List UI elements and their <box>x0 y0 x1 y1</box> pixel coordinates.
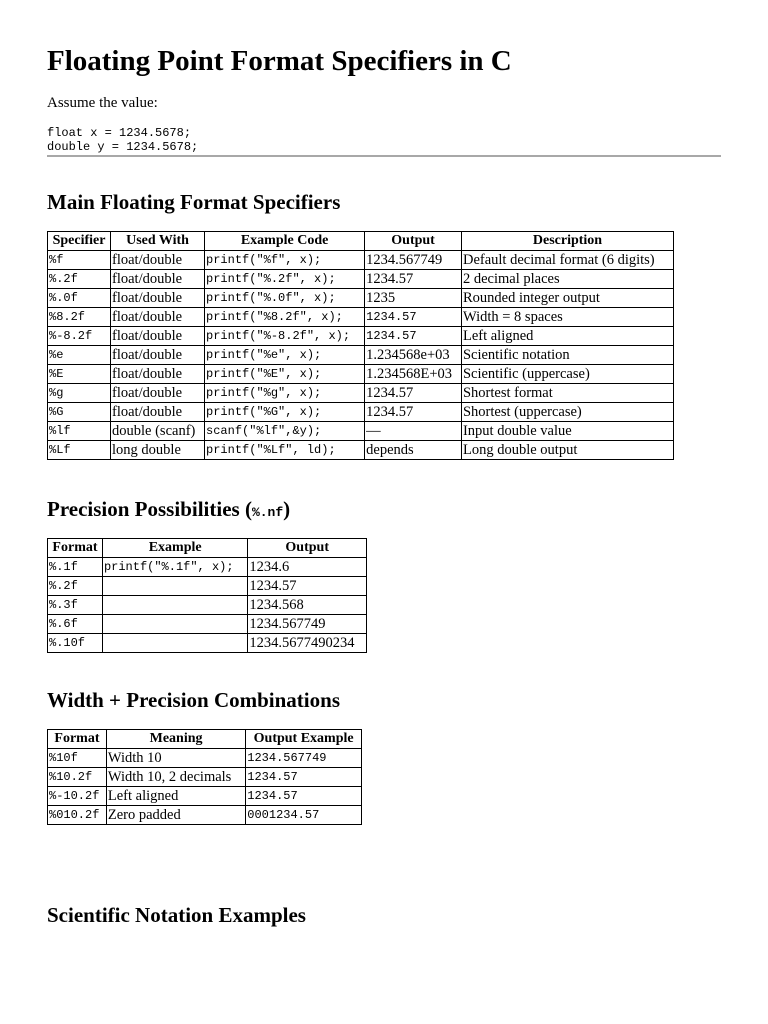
table-row <box>48 806 362 825</box>
table-row <box>48 558 367 577</box>
table-row <box>48 634 367 653</box>
table-cell: %.6f <box>48 615 103 634</box>
table-cell: float/double <box>111 346 205 365</box>
table-cell: float/double <box>111 403 205 422</box>
table-cell: Shortest (uppercase) <box>461 403 673 422</box>
section-heading-scientific: Scientific Notation Examples <box>47 903 306 927</box>
table-cell: Rounded integer output <box>461 289 673 308</box>
table-cell: printf("%.2f", x); <box>205 270 365 289</box>
heading-text: Precision Possibilities ( <box>47 497 252 521</box>
table-cell: Scientific (uppercase) <box>461 365 673 384</box>
table-cell: %g <box>48 384 111 403</box>
table-cell: printf("%e", x); <box>205 346 365 365</box>
table-cell: 1234.567749 <box>248 615 367 634</box>
table-row <box>48 327 674 346</box>
table-cell: 1234.568 <box>248 596 367 615</box>
table-cell: Scientific notation <box>461 346 673 365</box>
table-row <box>48 615 367 634</box>
table-header-row <box>48 730 362 749</box>
table-cell: Zero padded <box>106 806 245 825</box>
table-header-row <box>48 539 367 558</box>
table-cell: Input double value <box>461 422 673 441</box>
table-cell: Left aligned <box>461 327 673 346</box>
table-cell: %010.2f <box>48 806 107 825</box>
table-cell: %.1f <box>48 558 103 577</box>
table-cell <box>102 577 247 596</box>
table-cell: float/double <box>111 289 205 308</box>
code-line: float x = 1234.5678; <box>47 126 192 140</box>
column-header: Output <box>365 232 462 251</box>
table-cell: 1234.57 <box>365 327 462 346</box>
table-cell: printf("%-8.2f", x); <box>205 327 365 346</box>
heading-code: %.nf <box>251 505 284 520</box>
table-cell: scanf("%lf",&y); <box>205 422 365 441</box>
table-cell: 1235 <box>365 289 462 308</box>
table-row <box>48 403 674 422</box>
table-cell: float/double <box>111 251 205 270</box>
table-cell: float/double <box>111 270 205 289</box>
column-header: Format <box>48 539 103 558</box>
table-cell: %10.2f <box>48 768 107 787</box>
column-header: Example <box>102 539 247 558</box>
table-cell: Default decimal format (6 digits) <box>461 251 673 270</box>
table-cell: %.3f <box>48 596 103 615</box>
table-row <box>48 270 674 289</box>
table-row <box>48 289 674 308</box>
table-row <box>48 384 674 403</box>
table-cell: 1234.57 <box>365 270 462 289</box>
column-header: Format <box>48 730 107 749</box>
heading-text-close: ) <box>283 497 291 521</box>
table-row <box>48 749 362 768</box>
table-cell: 1234.567749 <box>246 749 362 768</box>
table-cell: 1234.57 <box>248 577 367 596</box>
table-cell: %.2f <box>48 577 103 596</box>
column-header: Specifier <box>48 232 111 251</box>
table-cell: %e <box>48 346 111 365</box>
table-cell: printf("%G", x); <box>205 403 365 422</box>
table-cell: 0001234.57 <box>246 806 362 825</box>
section-heading-main: Main Floating Format Specifiers <box>47 190 341 214</box>
code-block <box>47 127 721 157</box>
table-cell: %8.2f <box>48 308 111 327</box>
main-specifiers-table <box>47 231 674 460</box>
table-cell: 1234.567749 <box>365 251 462 270</box>
table-row <box>48 346 674 365</box>
table-cell: 1234.6 <box>248 558 367 577</box>
column-header: Description <box>461 232 673 251</box>
code-line: double y = 1234.5678; <box>47 139 199 154</box>
table-cell: Shortest format <box>461 384 673 403</box>
table-cell: float/double <box>111 308 205 327</box>
table-cell: printf("%.1f", x); <box>102 558 247 577</box>
table-cell: %.10f <box>48 634 103 653</box>
column-header: Output <box>248 539 367 558</box>
table-cell: %-10.2f <box>48 787 107 806</box>
table-cell: Long double output <box>461 441 673 460</box>
table-cell: 1234.57 <box>246 768 362 787</box>
table-cell: Left aligned <box>106 787 245 806</box>
column-header: Example Code <box>205 232 365 251</box>
table-cell: 1234.57 <box>365 403 462 422</box>
table-cell <box>102 634 247 653</box>
table-cell: Width 10 <box>106 749 245 768</box>
table-row <box>48 422 674 441</box>
table-cell: printf("%Lf", ld); <box>205 441 365 460</box>
table-cell: 1234.57 <box>246 787 362 806</box>
table-cell: — <box>365 422 462 441</box>
table-cell: %-8.2f <box>48 327 111 346</box>
width-precision-table <box>47 729 362 825</box>
column-header: Used With <box>111 232 205 251</box>
table-cell: %lf <box>48 422 111 441</box>
table-row <box>48 787 362 806</box>
table-cell <box>102 596 247 615</box>
table-cell: %E <box>48 365 111 384</box>
precision-table <box>47 538 367 653</box>
table-cell: %G <box>48 403 111 422</box>
table-cell: Width = 8 spaces <box>461 308 673 327</box>
column-header: Output Example <box>246 730 362 749</box>
table-cell <box>102 615 247 634</box>
table-cell: printf("%8.2f", x); <box>205 308 365 327</box>
table-row <box>48 596 367 615</box>
table-cell: float/double <box>111 365 205 384</box>
table-cell: float/double <box>111 384 205 403</box>
table-cell: 1.234568e+03 <box>365 346 462 365</box>
page-title: Floating Point Format Specifiers in C <box>47 45 512 77</box>
table-cell: %Lf <box>48 441 111 460</box>
intro-text: Assume the value: <box>47 95 158 111</box>
table-cell: long double <box>111 441 205 460</box>
table-cell: depends <box>365 441 462 460</box>
section-heading-precision <box>47 496 290 526</box>
table-row <box>48 365 674 384</box>
table-cell: 2 decimal places <box>461 270 673 289</box>
table-cell: %.2f <box>48 270 111 289</box>
table-cell: %f <box>48 251 111 270</box>
table-cell: Width 10, 2 decimals <box>106 768 245 787</box>
table-cell: 1234.5677490234 <box>248 634 367 653</box>
table-cell: %.0f <box>48 289 111 308</box>
table-row <box>48 577 367 596</box>
table-row <box>48 768 362 787</box>
table-row <box>48 251 674 270</box>
table-cell: float/double <box>111 327 205 346</box>
table-cell: printf("%f", x); <box>205 251 365 270</box>
section-heading-width: Width + Precision Combinations <box>47 688 340 712</box>
table-row <box>48 308 674 327</box>
table-cell: 1234.57 <box>365 384 462 403</box>
table-cell: double (scanf) <box>111 422 205 441</box>
table-cell: printf("%.0f", x); <box>205 289 365 308</box>
table-cell: 1234.57 <box>365 308 462 327</box>
table-cell: printf("%g", x); <box>205 384 365 403</box>
table-header-row <box>48 232 674 251</box>
table-row <box>48 441 674 460</box>
table-cell: printf("%E", x); <box>205 365 365 384</box>
table-cell: %10f <box>48 749 107 768</box>
column-header: Meaning <box>106 730 245 749</box>
table-cell: 1.234568E+03 <box>365 365 462 384</box>
